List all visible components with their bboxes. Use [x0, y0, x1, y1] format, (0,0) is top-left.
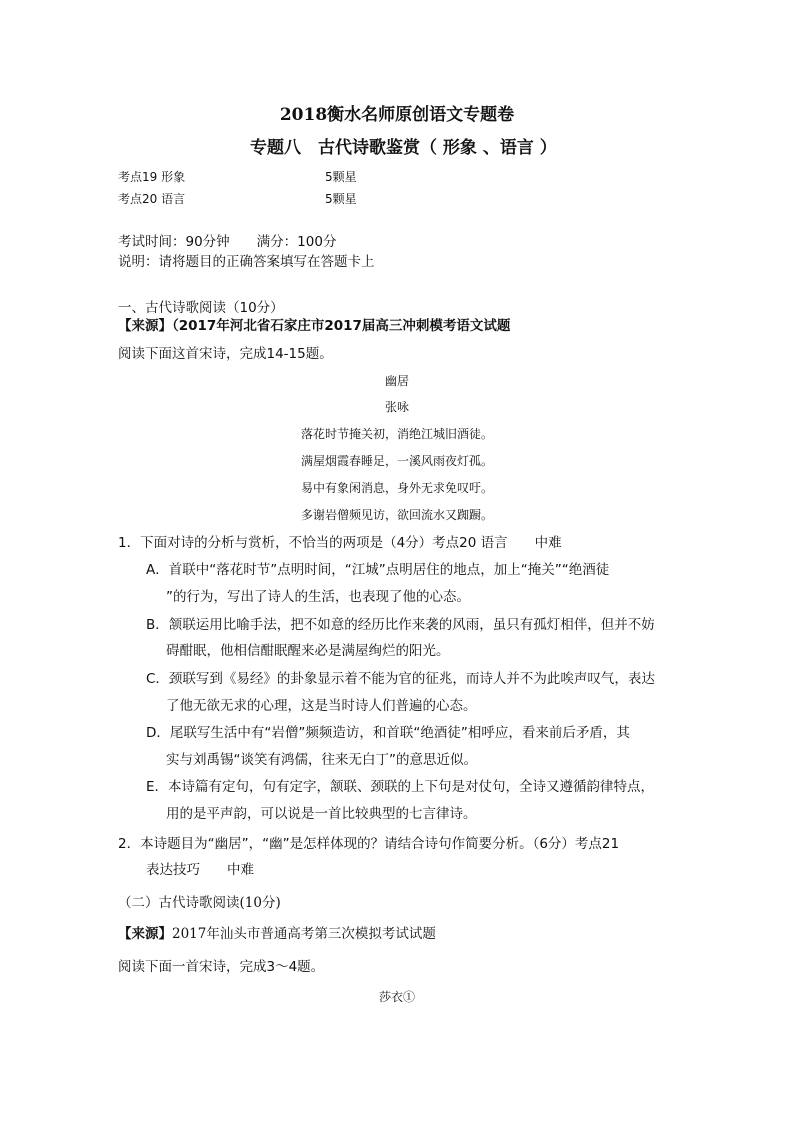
section2-source-text: 2017年汕头市普通高考第三次模拟考试试题	[172, 926, 436, 942]
point-19-name: 考点19 形象	[118, 170, 186, 184]
question-1-option-e-cont: 用的是平声韵，可以说是一首比较典型的七言律诗。	[166, 806, 477, 822]
section2-intro: 阅读下面一首宋诗，完成3～4题。	[118, 959, 325, 975]
point-20-name: 考点20 语言	[118, 192, 186, 206]
exam-time: 考试时间：90分钟 满分：100分	[118, 234, 337, 250]
poem-title: 幽居	[384, 374, 409, 388]
poem-line: 落花时节掩关初，消绝江城旧酒徒。	[300, 427, 493, 441]
point-19-stars: 5颗星	[325, 170, 357, 184]
section1-heading: 一、古代诗歌阅读（10分）	[118, 300, 284, 316]
document-subtitle: 专题八 古代诗歌鉴赏（ 形象 、语言 ）	[250, 138, 557, 158]
poem-author: 张咏	[384, 400, 409, 414]
question-1-option-b-cont: 碍酣眠，他相信酣眠醒来必是满屋绚烂的阳光。	[166, 643, 450, 659]
poem2-title: 莎衣①	[378, 990, 415, 1004]
question-1-option-d: D．尾联写生活中有“岩僧”频频造访，和首联“绝酒徒”相呼应，看来前后矛盾，其	[146, 725, 630, 741]
question-1-option-b: B．颔联运用比喻手法，把不如意的经历比作来袭的风雨，虽只有孤灯相伴，但并不妨	[146, 617, 655, 633]
point-20-stars: 5颗星	[325, 192, 357, 206]
section2-source	[118, 922, 436, 942]
poem-line: 多谢岩僧频见访，欲回流水又踟蹰。	[300, 508, 493, 522]
section1-source: 【来源】（2017年河北省石家庄市2017届高三冲刺模考语文试题	[118, 318, 511, 334]
question-1-stem: 1．下面对诗的分析与赏析，不恰当的两项是（4分）考点20 语言 中难	[118, 535, 562, 551]
question-1-option-c: C．颈联写到《易经》的卦象显示着不能为官的征兆，而诗人并不为此唉声叹气，表达	[146, 671, 655, 687]
section2-heading: （二）古代诗歌阅读(10分)	[118, 895, 281, 911]
question-1-option-a: A．首联中“落花时节”点明时间，“江城”点明居住的地点，加上“掩关”“绝酒徒	[146, 562, 610, 578]
question-1-option-d-cont: 实与刘禹锡“谈笑有鸿儒，往来无白丁”的意思近似。	[166, 752, 477, 768]
poem-line: 易中有象闲消息，身外无求免叹吁。	[300, 481, 493, 495]
question-2-stem: 2．本诗题目为“幽居”，“幽”是怎样体现的？请结合诗句作简要分析。（6分）考点21	[118, 836, 620, 852]
section2-source-label: 【来源】	[118, 926, 172, 942]
exam-instruction: 说明：请将题目的正确答案填写在答题卡上	[118, 254, 375, 270]
document-title: 2018衡水名师原创语文专题卷	[279, 105, 515, 125]
section1-intro: 阅读下面这首宋诗，完成14-15题。	[118, 346, 333, 362]
question-2-stem-cont: 表达技巧 中难	[146, 862, 254, 878]
question-1-option-a-cont: ”的行为，写出了诗人的生活，也表现了他的心态。	[166, 589, 470, 605]
question-1-option-c-cont: 了他无欲无求的心理，这是当时诗人们普遍的心态。	[166, 698, 477, 714]
question-1-option-e: E．本诗篇有定句，句有定字，颔联、颈联的上下句是对仗句，全诗又遵循韵律特点，	[146, 779, 655, 795]
poem-line: 满屋烟霞春睡足，一溪风雨夜灯孤。	[300, 454, 493, 468]
